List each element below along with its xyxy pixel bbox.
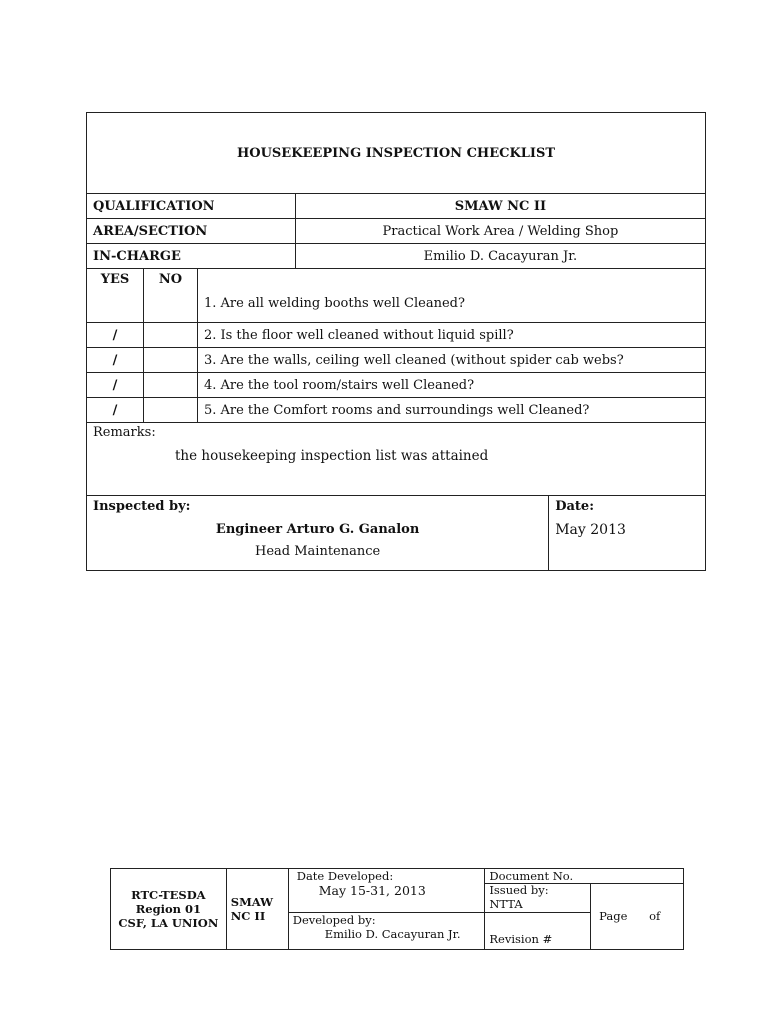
info-row-area	[87, 219, 706, 244]
area-label: AREA/SECTION	[87, 219, 296, 244]
developed-by-value: Emilio D. Cacayuran Jr.	[324, 926, 461, 941]
checklist-item-4	[87, 373, 706, 398]
developed-by-label: Developed by:	[292, 912, 376, 927]
date-label: Date:	[555, 499, 594, 514]
yes-column-header: YES	[87, 269, 144, 323]
checklist-table	[86, 112, 706, 571]
date-developed-value: May 15-31, 2013	[318, 883, 426, 898]
revision-cell: Revision #	[485, 912, 591, 949]
yes-mark: /	[87, 348, 144, 373]
no-mark	[143, 373, 197, 398]
org-line3: CSF, LA UNION	[118, 915, 219, 930]
item-text: 1. Are all welding booths well Cleaned?	[197, 269, 705, 323]
page-title: HOUSEKEEPING INSPECTION CHECKLIST	[87, 113, 706, 194]
org-line2: Region 01	[135, 901, 202, 916]
no-column-header: NO	[143, 269, 197, 323]
date-cell	[549, 496, 706, 571]
info-row-incharge	[87, 244, 706, 269]
inspection-row	[87, 496, 706, 571]
item-text: 4. Are the tool room/stairs well Cleaned?	[197, 373, 705, 398]
checklist-item-3	[87, 348, 706, 373]
inspector-title: Head Maintenance	[255, 544, 381, 559]
issued-by-label: Issued by:	[489, 883, 549, 897]
page-cell	[591, 884, 684, 950]
qual-line2: NC II	[230, 908, 266, 923]
incharge-value: Emilio D. Cacayuran Jr.	[295, 244, 705, 269]
no-mark	[143, 323, 197, 348]
checklist-item-1	[87, 269, 706, 323]
remarks-row	[87, 423, 706, 496]
org-cell	[111, 869, 227, 950]
area-value: Practical Work Area / Welding Shop	[295, 219, 705, 244]
date-value: May 2013	[555, 522, 626, 538]
qualification-cell	[226, 869, 288, 950]
document-no-cell: Document No.	[485, 869, 684, 884]
remarks-cell	[87, 423, 706, 496]
page-label: Page	[599, 909, 628, 924]
yes-mark: /	[87, 323, 144, 348]
yes-mark: /	[87, 398, 144, 423]
item-text: 2. Is the floor well cleaned without liquid spill?	[197, 323, 705, 348]
date-developed-label: Date Developed:	[296, 869, 394, 883]
item-text: 5. Are the Comfort rooms and surroundings well Cleaned?	[197, 398, 705, 423]
document-footer	[110, 868, 684, 950]
incharge-label: IN-CHARGE	[87, 244, 296, 269]
qualification-value: SMAW NC II	[295, 194, 705, 219]
developed-by-cell	[288, 912, 485, 949]
qualification-label: QUALIFICATION	[87, 194, 296, 219]
of-label: of	[649, 909, 661, 924]
date-developed-cell	[288, 869, 485, 913]
issued-by-value: NTTA	[489, 896, 523, 911]
remarks-label: Remarks:	[93, 425, 156, 440]
inspected-by-cell	[87, 496, 549, 571]
checklist-item-5	[87, 398, 706, 423]
item-text: 3. Are the walls, ceiling well cleaned (without spider cab webs?	[197, 348, 705, 373]
remarks-text: the housekeeping inspection list was attained	[175, 448, 489, 464]
inspector-name: Engineer Arturo G. Ganalon	[215, 522, 420, 537]
yes-mark: /	[87, 373, 144, 398]
no-mark	[143, 348, 197, 373]
issued-by-cell	[485, 884, 591, 913]
org-line1: RTC-TESDA	[131, 887, 206, 902]
checklist-item-2	[87, 323, 706, 348]
info-row-qualification	[87, 194, 706, 219]
inspected-by-label: Inspected by:	[93, 499, 191, 514]
qual-line1: SMAW	[230, 894, 274, 909]
no-mark	[143, 398, 197, 423]
